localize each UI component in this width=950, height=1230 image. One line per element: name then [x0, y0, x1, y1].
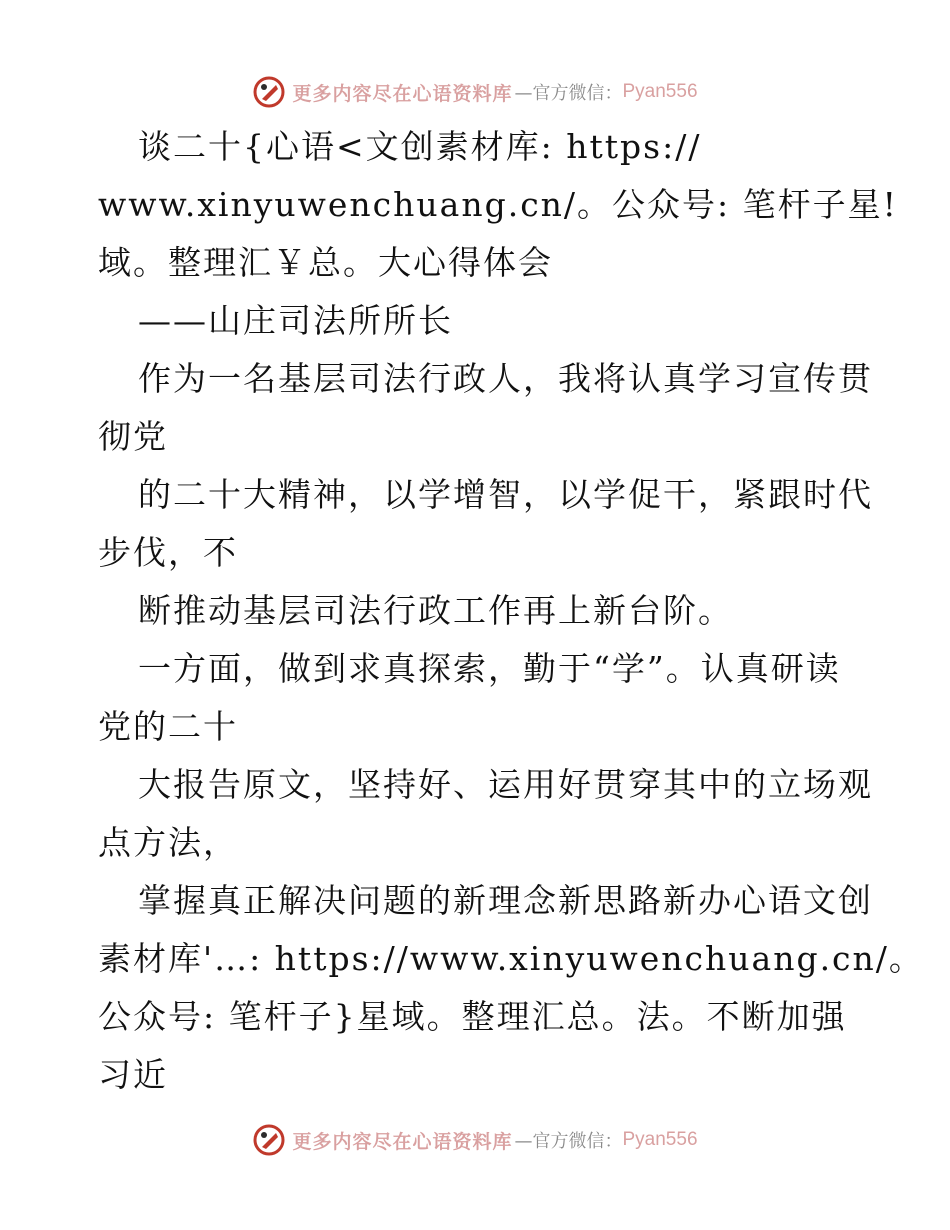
text-line: 一方面，做到求真探索，勤于“学”。认真研读 [138, 649, 841, 688]
watermark-text: 更多内容尽在心语资料库 [292, 1130, 513, 1153]
text-line: 彻党 [98, 417, 168, 456]
pen-logo-icon [252, 1123, 286, 1157]
watermark-wechat-id: Pyan556 [622, 1129, 698, 1150]
footer-watermark-banner [0, 1120, 950, 1160]
text-line: 作为一名基层司法行政人，我将认真学习宣传贯 [138, 359, 873, 398]
pen-logo-icon [252, 75, 286, 109]
watermark-official-label: —官方微信： [514, 1131, 623, 1152]
document-body [98, 118, 924, 1104]
text-line: www.xinyuwenchuang.cn/。公众号: 笔杆子星! [98, 185, 898, 224]
text-line: 的二十大精神，以学增智，以学促干，紧跟时代 [138, 475, 873, 514]
text-line: 党的二十 [98, 707, 238, 746]
text-line: 习近 [98, 1055, 168, 1094]
header-watermark-banner [0, 72, 950, 112]
text-line: 大报告原文，坚持好、运用好贯穿其中的立场观 [138, 765, 873, 804]
text-line: 谈二十{心语<文创素材库: https:// [138, 127, 702, 166]
text-line: 掌握真正解决问题的新理念新思路新办心语文创 [138, 881, 873, 920]
text-line: 公众号: 笔杆子}星域。整理汇总。法。不断加强 [98, 997, 847, 1036]
text-line: ——山庄司法所所长 [138, 301, 453, 340]
watermark-wechat-id: Pyan556 [622, 81, 698, 102]
text-line: 步伐，不 [98, 533, 238, 572]
text-line: 点方法， [98, 823, 238, 862]
text-line: 域。整理汇￥总。大心得体会 [98, 243, 553, 282]
watermark-official-label: —官方微信： [514, 83, 623, 104]
text-line: 素材库'…: https://www.xinyuwenchuang.cn/。 [98, 939, 924, 978]
watermark-text: 更多内容尽在心语资料库 [292, 82, 513, 105]
text-line: 断推动基层司法行政工作再上新台阶。 [138, 591, 733, 630]
